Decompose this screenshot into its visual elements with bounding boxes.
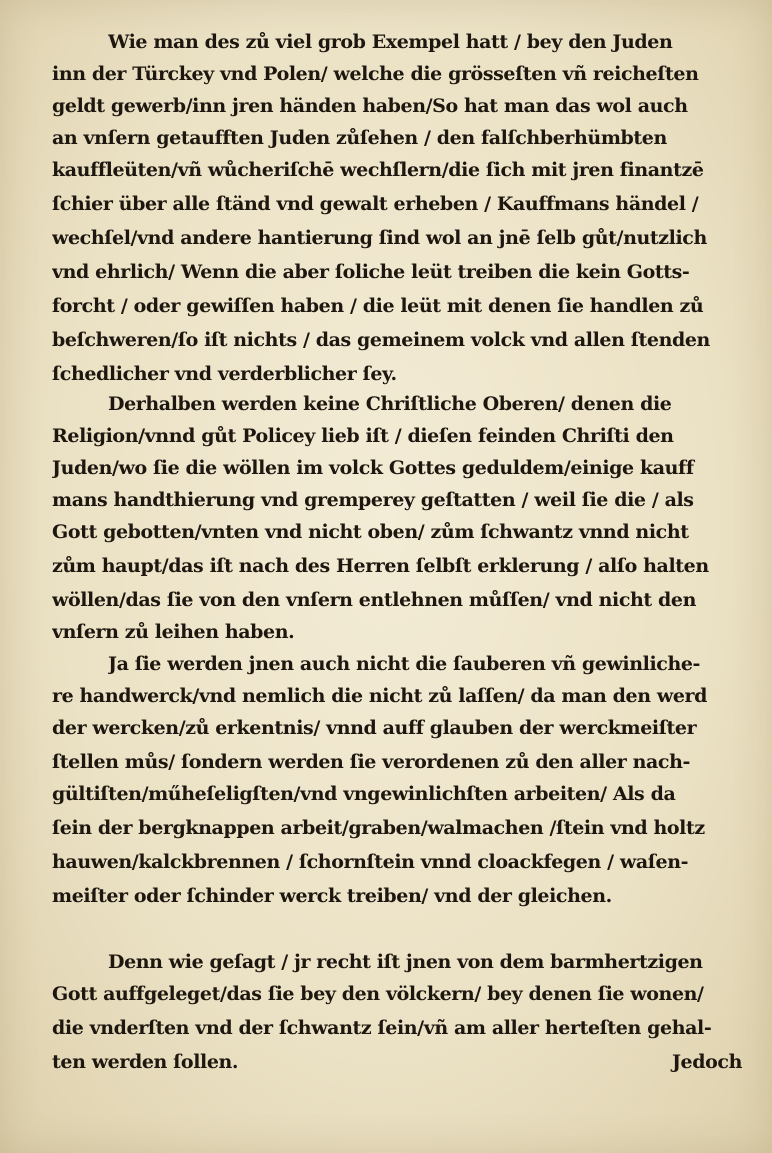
text-line-5: kauffleüten/vñ wůcheriſchē wechſlern/die ſich mit jren finantzē [52,159,704,181]
text-line-10: beſchweren/ſo iſt nichts / das gemeinem volck vnd allen ſtenden [52,329,710,351]
text-line-6: ſchier über alle ſtänd vnd gewalt erheben / Kauffmans händel / [52,193,699,215]
text-line-25: ſein der bergknappen arbeit/graben/walmachen /ſtein vnd holtz [52,817,705,839]
text-line-19: vnſern zů leihen haben. [52,621,295,643]
text-line-15: mans handthierung vnd gremperey geſtatten / weil ſie die / als [52,489,694,511]
text-line-2: inn der Türckey vnd Polen/ welche die grösseſten vñ reicheſten [52,63,699,85]
text-line-28: Denn wie geſagt / jr recht iſt jnen von dem barmhertzigen [108,951,703,973]
text-line-31: ten werden ſollen. [52,1051,239,1073]
text-line-24: gültiſten/műheſeligſten/vnd vngewinlichſten arbeiten/ Als da [52,783,676,805]
text-line-12: Derhalben werden keine Chriſtliche Oberen/ denen die [108,393,672,415]
text-line-13: Religion/vnnd gůt Policey lieb iſt / dieſen feinden Chriſti den [52,425,674,447]
text-line-26: hauwen/kalckbrennen / ſchornſtein vnnd cloackfegen / waſen- [52,851,689,873]
text-line-17: zům haupt/das iſt nach des Herren ſelbſt erklerung / alſo halten [52,555,709,577]
text-line-4: an vnſern getaufften Juden zůſehen / den falſchberhümbten [52,127,667,149]
text-line-29: Gott auffgeleget/das ſie bey den völckern/ bey denen ſie wonen/ [52,983,704,1005]
text-line-8: vnd ehrlich/ Wenn die aber ſoliche leüt treiben die kein Gotts- [52,261,690,283]
catchword: Jedoch [671,1051,742,1073]
text-line-16: Gott gebotten/vnten vnd nicht oben/ zům ſchwantz vnnd nicht [52,521,689,543]
text-line-7: wechſel/vnd andere hantierung ſind wol an jnē ſelb gůt/nutzlich [52,227,707,249]
text-line-18: wöllen/das ſie von den vnſern entlehnen můſſen/ vnd nicht den [52,589,697,611]
text-line-30: die vnderſten vnd der ſchwantz ſein/vñ am aller herteſten gehal- [52,1017,712,1039]
text-line-21: re handwerck/vnd nemlich die nicht zů laſſen/ da man den werd [52,685,708,707]
text-line-11: ſchedlicher vnd verderblicher ſey. [52,363,397,385]
text-line-14: Juden/wo ſie die wöllen im volck Gottes geduldem/einige kauff [52,457,694,479]
text-line-9: forcht / oder gewiſſen haben / die leüt mit denen ſie handlen zů [52,295,704,317]
text-line-23: ſtellen můs/ ſondern werden ſie verordenen zů den aller nach- [52,751,690,773]
text-line-27: meiſter oder ſchinder werck treiben/ vnd der gleichen. [52,885,612,907]
text-line-3: geldt gewerb/inn jren händen haben/So hat man das wol auch [52,95,688,117]
text-line-20: Ja ſie werden jnen auch nicht die ſauberen vñ gewinliche- [108,653,701,675]
text-line-22: der wercken/zů erkentnis/ vnnd auff glauben der werckmeiſter [52,717,697,739]
text-line-1: Wie man des zů viel grob Exempel hatt / bey den Juden [108,31,673,53]
